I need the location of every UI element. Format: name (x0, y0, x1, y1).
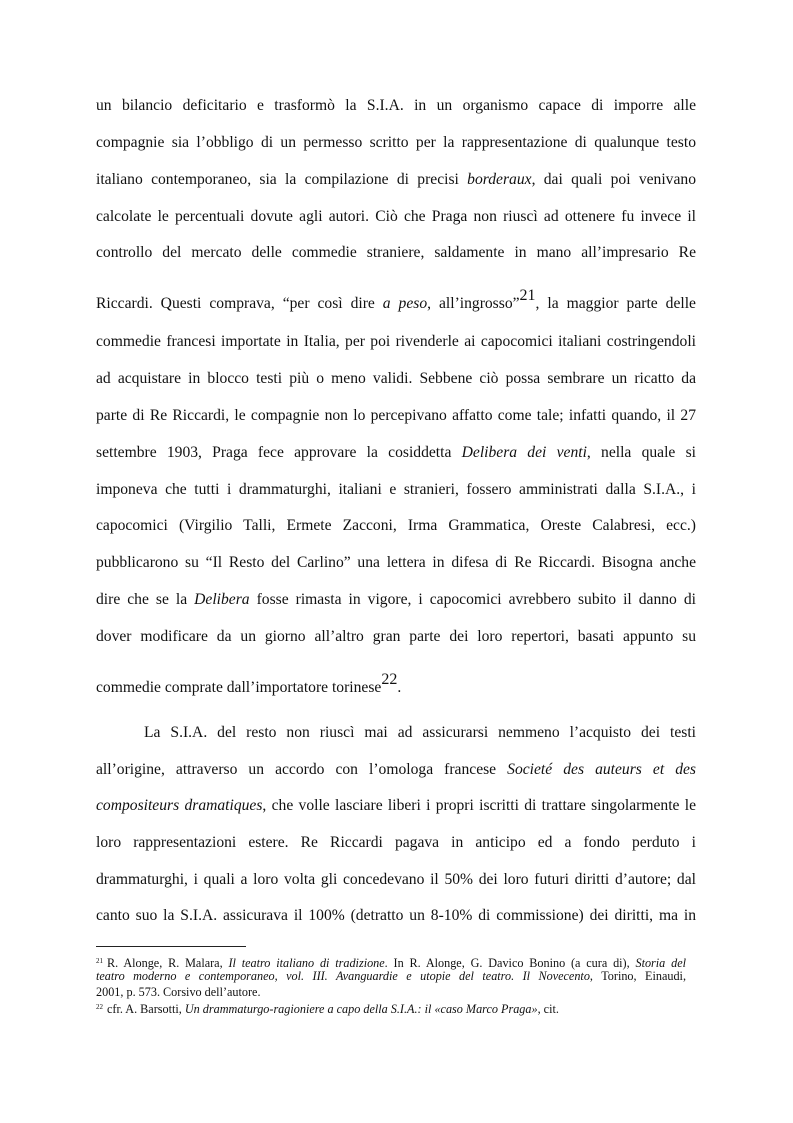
text-run: imponeva che tutti i drammaturghi, italiani e stranieri, fossero amministrati dalla S.I.A., i (96, 481, 696, 498)
body-line (96, 406, 696, 426)
body-line (96, 480, 696, 500)
text-run: 2001, p. 573. Corsivo dell’autore. (96, 985, 261, 999)
italic-text: compositeurs dramatiques (96, 797, 263, 814)
text-run: R. Alonge, R. Malara, (107, 956, 229, 970)
italic-text: borderaux (467, 171, 532, 188)
body-line (96, 96, 696, 116)
body-line (144, 723, 696, 743)
body-line (96, 671, 696, 698)
text-run: Riccardi. Questi comprava, “per così dire (96, 295, 383, 312)
footnote-ref: 22 (381, 671, 398, 688)
italic-text: Storia del (635, 956, 686, 970)
body-line (96, 553, 696, 573)
text-run: ad acquistare in blocco testi più o meno validi. Sebbene ciò possa sembrare un ricatto da (96, 370, 696, 387)
body-line (96, 870, 696, 890)
text-run: loro rappresentazioni estere. Re Riccardi pagava in anticipo ed a fondo perduto i (96, 834, 696, 851)
body-line (96, 207, 696, 227)
footnote-separator (96, 946, 246, 947)
text-run: dire che se la (96, 591, 195, 608)
text-run: . (397, 679, 402, 696)
text-run: cfr. A. Barsotti, (107, 1002, 185, 1016)
text-run: , la maggior parte delle (535, 295, 696, 312)
body-line (96, 332, 696, 352)
body-line (96, 133, 696, 153)
text-run: parte di Re Riccardi, le compagnie non lo percepivano affatto come tale; infatti quando, il 27 (96, 407, 696, 424)
body-line (96, 627, 696, 647)
text-run: , che volle lasciare liberi i propri iscritti di trattare singolarmente le (262, 797, 696, 814)
text-run: all’origine, attraverso un accordo con l’omologa francese (96, 761, 508, 778)
italic-text: a peso (382, 295, 428, 312)
text-run: commedie comprate dall’importatore torinese (96, 679, 382, 696)
footnote-ref: 21 (519, 287, 536, 304)
footnote-number: 21 (96, 957, 103, 965)
text-run: un bilancio deficitario e trasformò la S.I.A. in un organismo capace di imporre alle (96, 97, 696, 114)
body-line (96, 443, 696, 463)
body-line (96, 287, 696, 314)
text-run: calcolate le percentuali dovute agli autori. Ciò che Praga non riuscì ad ottenere fu invece il (96, 208, 696, 225)
text-run: settembre 1903, Praga fece approvare la cosiddetta (96, 444, 462, 461)
italic-text: Il teatro italiano di tradizione (228, 956, 385, 970)
body-line (96, 590, 696, 610)
body-line (96, 369, 696, 389)
text-run: dover modificare da un giorno all’altro gran parte dei loro repertori, basati appunto su (96, 628, 696, 645)
footnote-number: 22 (96, 1003, 103, 1011)
italic-text: Un drammaturgo-ragioniere a capo della S.I.A.: il «caso Marco Praga» (184, 1002, 538, 1016)
text-run: capocomici (Virgilio Talli, Ermete Zacconi, Irma Grammatica, Oreste Calabresi, ecc.) (96, 517, 696, 534)
body-line (96, 760, 696, 780)
body-line (96, 833, 696, 853)
text-run: drammaturghi, i quali a loro volta gli concedevano il 50% dei loro futuri diritti d’autore; dal (96, 871, 696, 888)
italic-text: Societé des auteurs et des (507, 761, 696, 778)
italic-text: teatro moderno e contemporaneo, vol. III. Avanguardie e utopie del teatro. Il Novecento (96, 969, 590, 983)
body-line (96, 796, 696, 816)
text-run: commedie francesi importate in Italia, per poi rivenderle ai capocomici italiani costringendoli (96, 333, 696, 350)
text-run: , cit. (537, 1002, 559, 1016)
italic-text: Delibera dei venti (461, 444, 587, 461)
italic-text: Delibera (194, 591, 250, 608)
text-run: controllo del mercato delle commedie straniere, saldamente in mano all’impresario Re (96, 244, 696, 261)
text-run: . In R. Alonge, G. Davico Bonino (a cura di), (384, 956, 636, 970)
body-line (96, 906, 696, 926)
text-run: , all’ingrosso” (427, 295, 520, 312)
footnote-line (96, 985, 696, 1000)
text-run: fosse rimasta in vigore, i capocomici avrebbero subito il danno di (249, 591, 696, 608)
footnote-line (96, 1000, 696, 1017)
body-line (96, 170, 696, 190)
text-run: , nella quale si (586, 444, 696, 461)
text-run: pubblicarono su “Il Resto del Carlino” una lettera in difesa di Re Riccardi. Bisogna anche (96, 554, 696, 571)
text-run: canto suo la S.I.A. assicurava il 100% (detratto un 8-10% di commissione) dei diritti, ma in (96, 907, 696, 924)
text-run: compagnie sia l’obbligo di un permesso scritto per la rappresentazione di qualunque testo (96, 134, 696, 151)
text-run: La S.I.A. del resto non riuscì mai ad assicurarsi nemmeno l’acquisto dei testi (144, 724, 696, 741)
body-line (96, 516, 696, 536)
text-run: italiano contemporaneo, sia la compilazione di precisi (96, 171, 468, 188)
text-run: , Torino, Einaudi, (589, 969, 686, 983)
text-run: , dai quali poi venivano (531, 171, 696, 188)
footnote-line (96, 969, 686, 984)
body-line (96, 243, 696, 263)
